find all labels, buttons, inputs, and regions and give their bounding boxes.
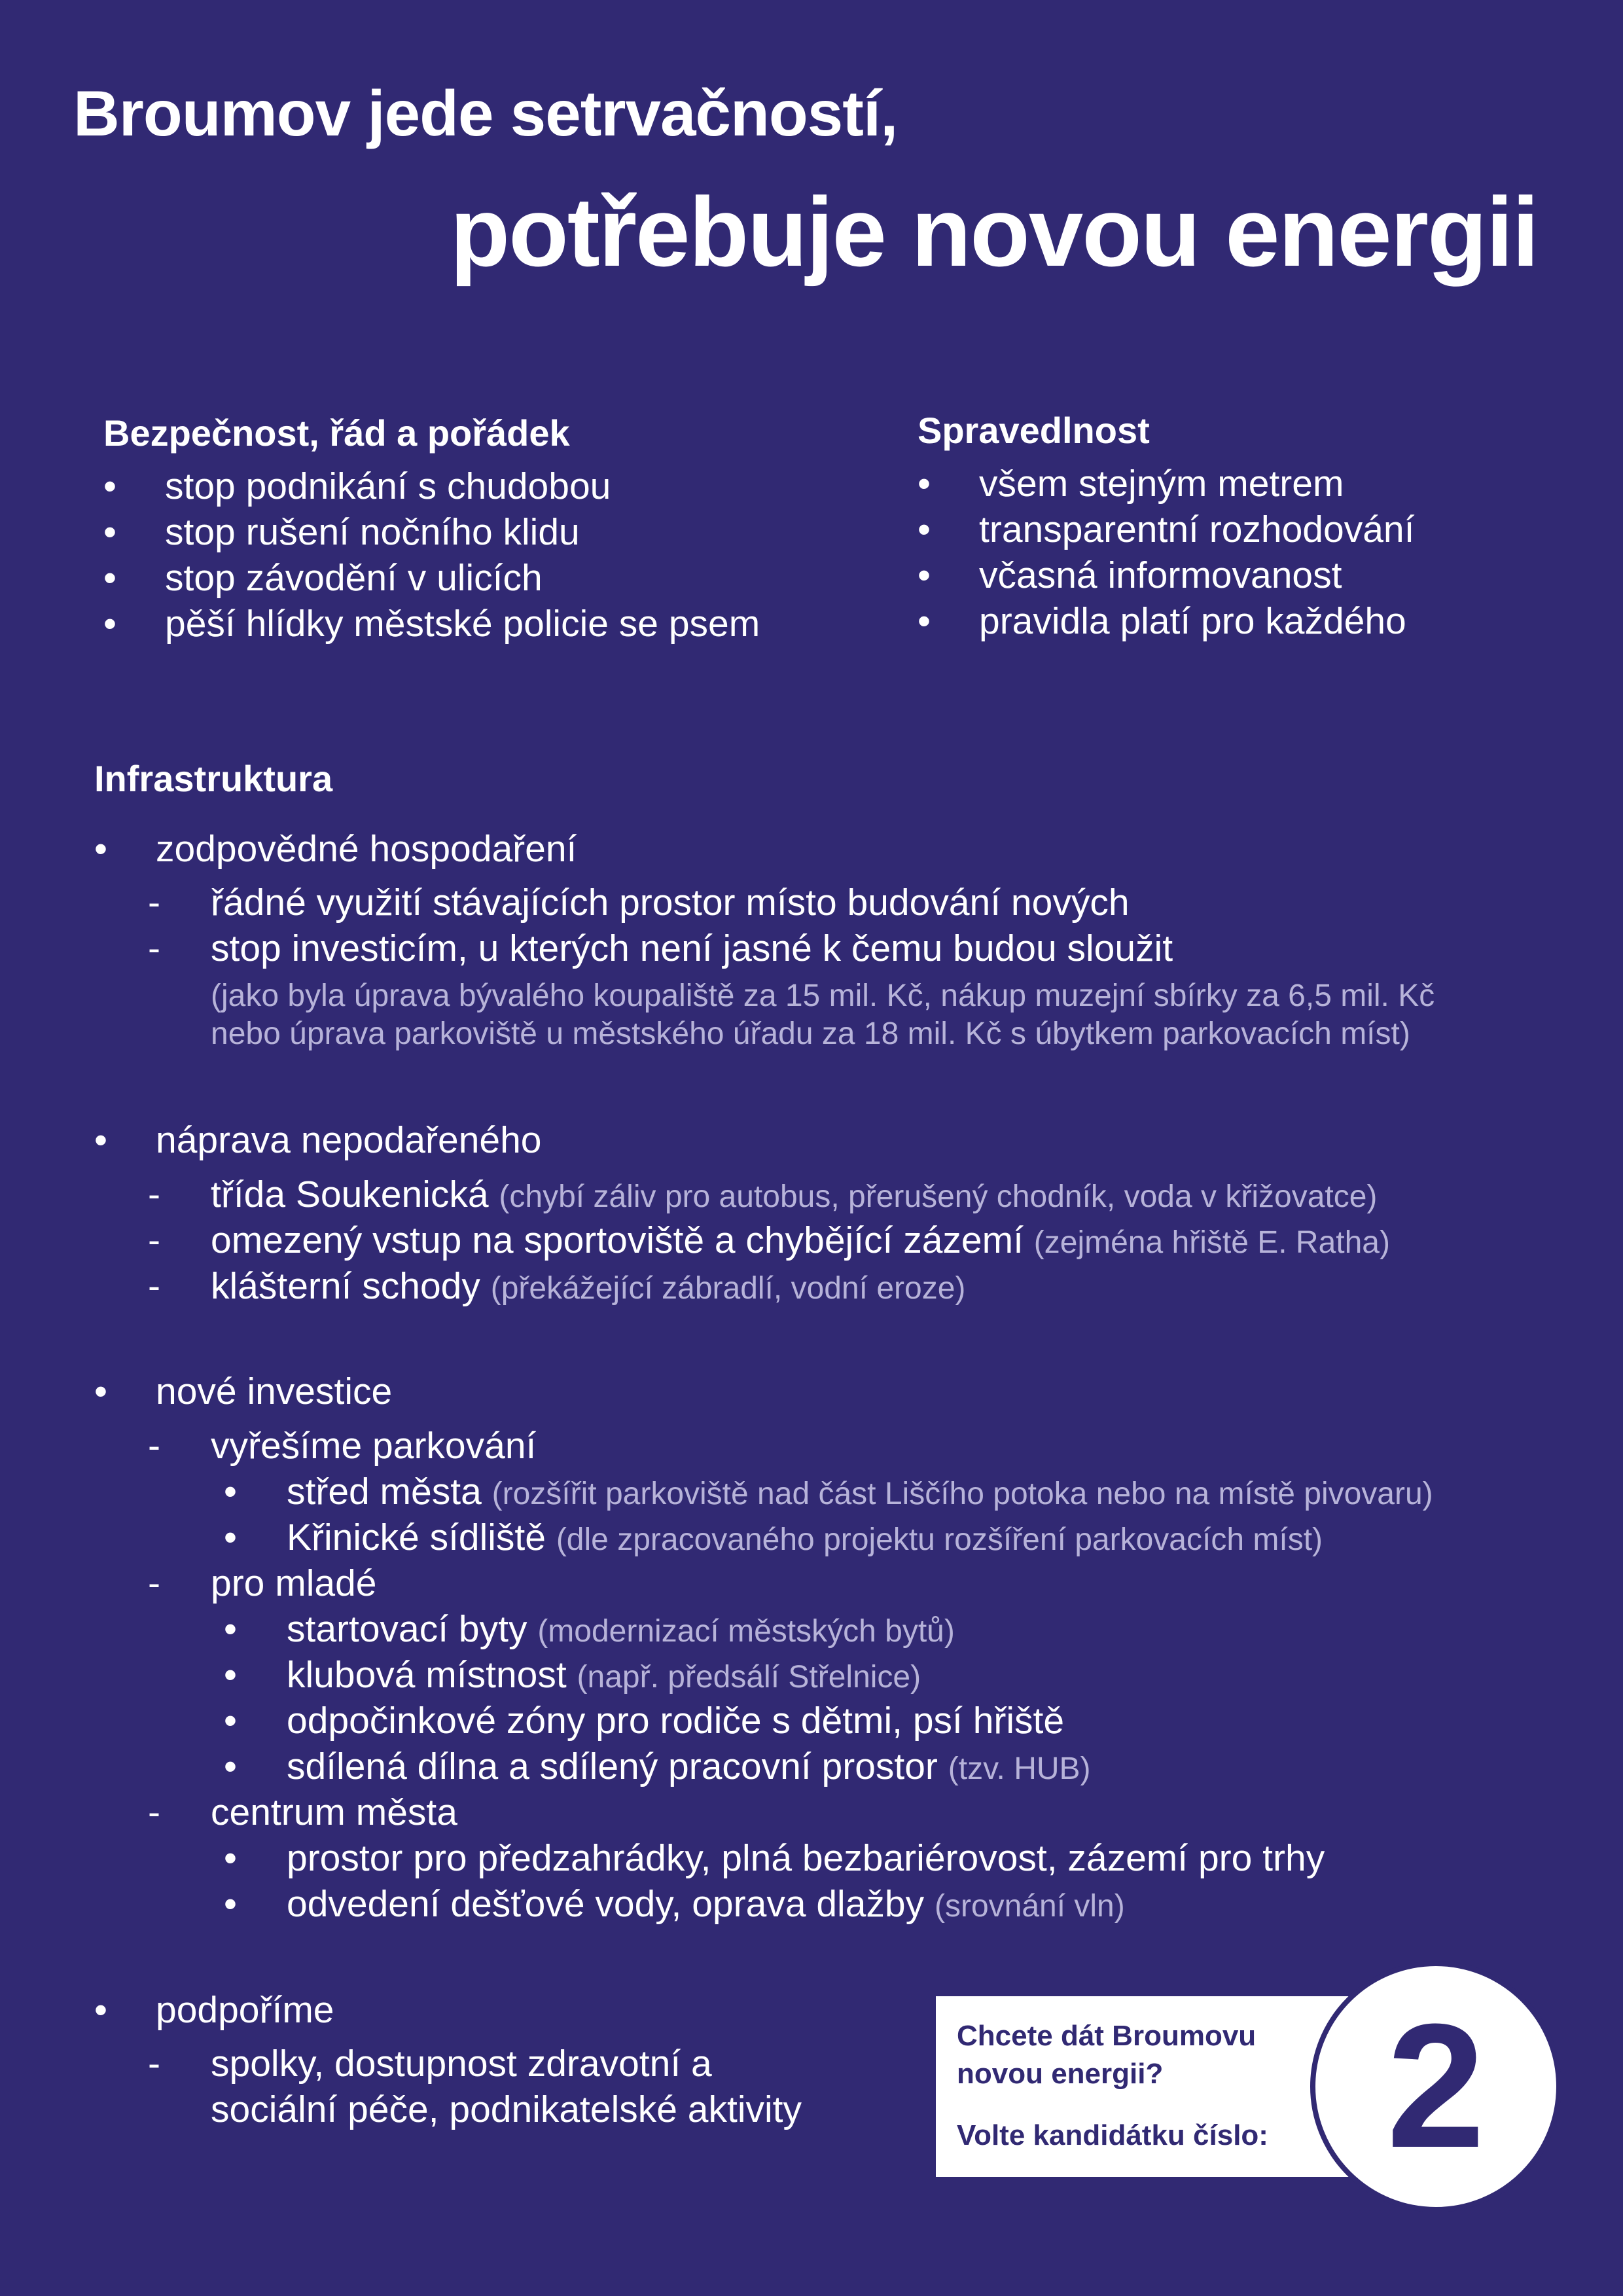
dash-marker: - bbox=[148, 882, 160, 924]
bullet-marker: • bbox=[224, 1837, 237, 1879]
bullet-marker: • bbox=[224, 1471, 237, 1513]
center-item: • prostor pro předzahrádky, plná bezbariérovost, zázemí pro trhy bbox=[224, 1835, 1325, 1881]
management-label: zodpovědné hospodaření bbox=[156, 828, 577, 870]
dash-marker: - bbox=[148, 1562, 160, 1604]
new-investments-label: nové investice bbox=[156, 1371, 393, 1412]
support-label: podpoříme bbox=[156, 1989, 334, 2031]
new-investments-item bbox=[94, 1369, 392, 1414]
headline-line-2: potřebuje novou energii bbox=[450, 177, 1538, 287]
list-item: • stop závodění v ulicích bbox=[103, 555, 760, 601]
youth-item: • klubová místnost (např. předsálí Střelnice) bbox=[224, 1652, 921, 1700]
fix-subitem: - omezený vstup na sportoviště a chybějící zázemí (zejména hřiště E. Ratha) bbox=[148, 1217, 1390, 1266]
list-item: • transparentní rozhodování bbox=[918, 507, 1414, 552]
justice-title: Spravedlnost bbox=[918, 410, 1150, 451]
list-item: • pravidla platí pro každého bbox=[918, 598, 1414, 644]
support-item bbox=[94, 1987, 334, 2033]
bullet-marker: • bbox=[224, 1608, 237, 1650]
management-subitem: - řádné využití stávajících prostor místo budování nových bbox=[148, 880, 1130, 925]
dash-marker: - bbox=[148, 1425, 160, 1467]
list-item: • všem stejným metrem bbox=[918, 461, 1414, 507]
bullet-marker: • bbox=[94, 1119, 107, 1161]
infrastructure-title: Infrastruktura bbox=[94, 758, 333, 799]
candidate-number: 2 bbox=[1386, 1988, 1486, 2185]
headline-line-1: Broumov jede setrvačností, bbox=[73, 77, 898, 149]
bullet-marker: • bbox=[94, 1989, 107, 2031]
justice-list bbox=[918, 461, 1414, 644]
center-subitem: - centrum města bbox=[148, 1789, 457, 1835]
bullet-marker: • bbox=[224, 1516, 237, 1558]
dash-marker: - bbox=[148, 927, 160, 969]
bullet-marker: • bbox=[224, 1883, 237, 1925]
youth-item: • odpočinkové zóny pro rodiče s dětmi, psí hřiště bbox=[224, 1698, 1064, 1744]
list-item: • stop podnikání s chudobou bbox=[103, 463, 760, 509]
list-item: • stop rušení nočního klidu bbox=[103, 509, 760, 555]
youth-item: • startovací byty (modernizací městských bytů) bbox=[224, 1606, 955, 1655]
fix-label: náprava nepodařeného bbox=[156, 1119, 542, 1161]
bullet-marker: • bbox=[224, 1746, 237, 1787]
dash-marker: - bbox=[148, 1174, 160, 1215]
bullet-marker: • bbox=[224, 1700, 237, 1742]
center-item: • odvedení dešťové vody, oprava dlažby (srovnání vln) bbox=[224, 1881, 1125, 1929]
youth-item: • sdílená dílna a sdílený pracovní prostor (tzv. HUB) bbox=[224, 1744, 1091, 1792]
management-subitem: - stop investicím, u kterých není jasné k čemu budou sloužit bbox=[148, 925, 1173, 971]
candidate-number-badge bbox=[1310, 1961, 1561, 2212]
dash-marker: - bbox=[148, 1265, 160, 1307]
youth-subitem: - pro mladé bbox=[148, 1560, 376, 1606]
security-title: Bezpečnost, řád a pořádek bbox=[103, 412, 570, 454]
bullet-marker: • bbox=[94, 1371, 107, 1412]
dash-marker: - bbox=[148, 1791, 160, 1833]
fix-subitem: - třída Soukenická (chybí záliv pro autobus, přerušený chodník, voda v křižovatce) bbox=[148, 1172, 1377, 1220]
parking-item: • střed města (rozšířit parkoviště nad část Liščího potoka nebo na místě pivovaru) bbox=[224, 1469, 1433, 1517]
parking-subitem: - vyřešíme parkování bbox=[148, 1423, 536, 1469]
bullet-marker: • bbox=[94, 828, 107, 870]
security-list bbox=[103, 463, 760, 647]
parking-item: • Křinické sídliště (dle zpracovaného projektu rozšíření parkovacích míst) bbox=[224, 1515, 1323, 1563]
cta-question: Chcete dát Broumovu novou energii? bbox=[957, 2020, 1257, 2090]
fix-item bbox=[94, 1117, 542, 1163]
dash-marker: - bbox=[148, 2043, 160, 2085]
list-item: • včasná informovanost bbox=[918, 552, 1414, 598]
fix-subitem: - klášterní schody (překážející zábradlí, vodní eroze) bbox=[148, 1263, 965, 1312]
management-item bbox=[94, 826, 577, 872]
dash-marker: - bbox=[148, 1219, 160, 1261]
management-note: (jako byla úprava bývalého koupaliště za 15 mil. Kč, nákup muzejní sbírky za 6,5 mil. Kč nebo úprava parkoviště u městského úřadu za 18 mil. Kč s úbytkem parkovacích míst) bbox=[211, 978, 1435, 1051]
cta-vote-label: Volte kandidátku číslo: bbox=[957, 2119, 1268, 2151]
bullet-marker: • bbox=[224, 1654, 237, 1696]
support-subitem: - spolky, dostupnost zdravotní a sociální péče, podnikatelské aktivity bbox=[148, 2041, 802, 2132]
list-item: • pěší hlídky městské policie se psem bbox=[103, 601, 760, 647]
